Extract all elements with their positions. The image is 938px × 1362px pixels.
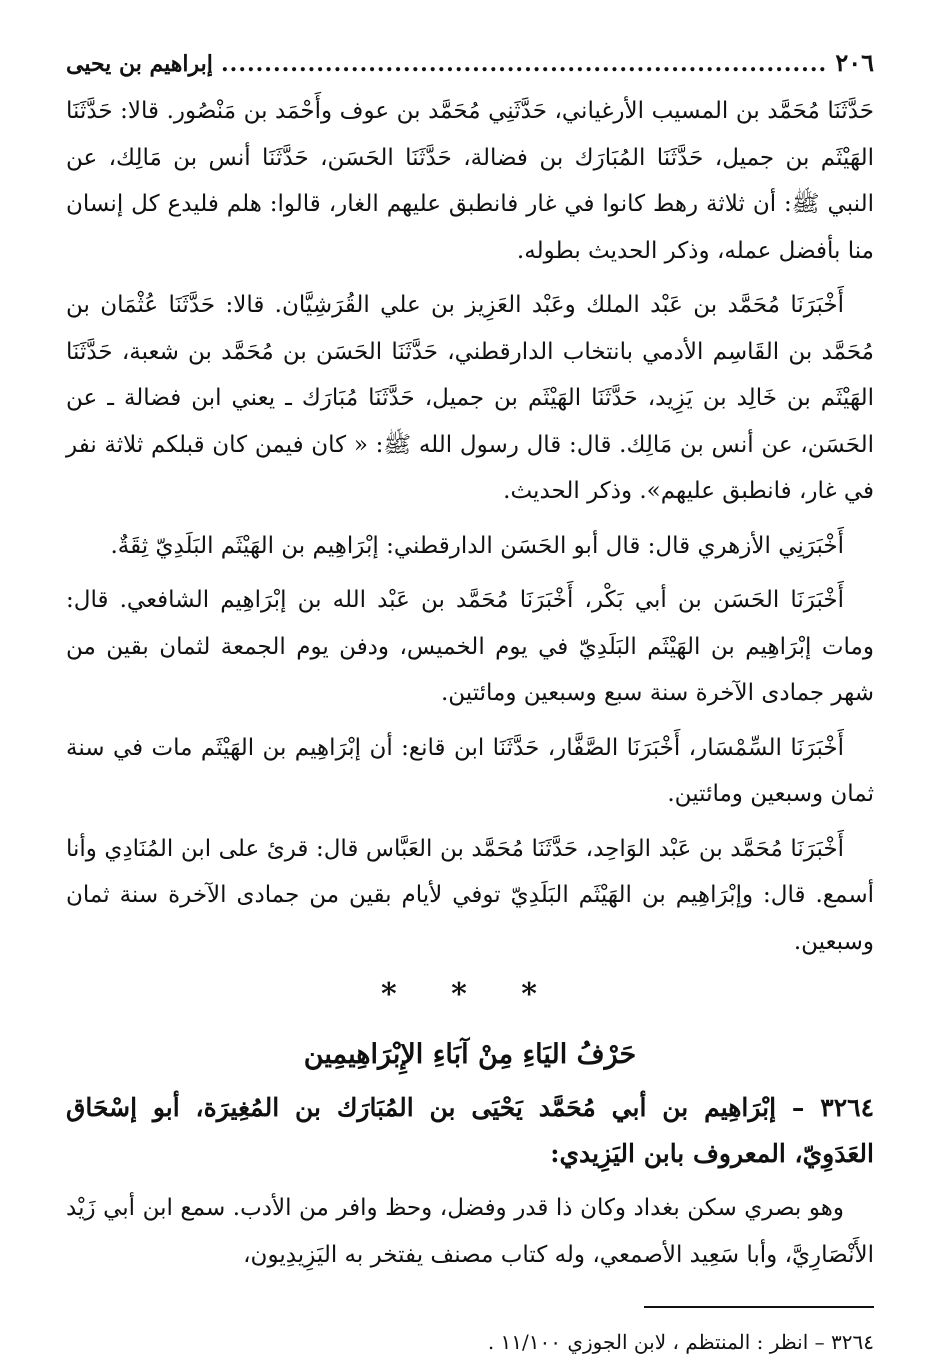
header-title: إبراهيم بن يحيى [66,51,213,77]
book-page [66,48,874,1362]
section-separator: * * * [381,977,559,1012]
running-header [66,48,874,88]
paragraph-4: أَخْبَرَنَا الحَسَن بن أبي بَكْر، أَخْبَرَنَا مُحَمَّد بن عَبْد الله بن إبْرَاهِيم الشافعي. قال: ومات إبْرَاهِيم بن الهَيْثَم البَلَدِيّ في يوم الخميس، ودفن يوم الجمعة لثمان بقين من شهر جمادى الآخرة سنة سبع وسبعين ومائتين. [66,587,874,706]
footnote-divider [644,1306,874,1308]
paragraph-3: أَخْبَرَنِي الأزهري قال: قال أبو الحَسَن الدارقطني: إبْرَاهِيم بن الهَيْثَم البَلَدِيّ ثِقَةٌ. [110,532,844,559]
paragraph-gap [66,515,874,523]
paragraph-gap [66,717,874,725]
paragraph-gap [66,274,874,282]
paragraph-2: أَخْبَرَنَا مُحَمَّد بن عَبْد الملك وعَبْد العَزِيز بن علي القُرَشِيَّان. قالا: حَدَّثَنَا عُثْمَان بن مُحَمَّد بن القَاسِم الأدمي بانتخاب الدارقطني، حَدَّثَنَا الحَسَن بن مُحَمَّد بن شعبة، حَدَّثَنَا الهَيْثَم بن خَالِد بن يَزِيد، حَدَّثَنَا الهَيْثَم بن جميل، حَدَّثَنَا مُبَارَك ـ يعني ابن فضالة ـ عن الحَسَن، عن أنس بن مَالِك. قال: قال رسول الله ﷺ: « كان فيمن كان قبلكم ثلاثة نفر في غار، فانطبق عليهم». وذكر الحديث. [66,292,874,504]
paragraph-gap [66,818,874,826]
page-number: ٢٠٦ [835,48,874,77]
footnote: ٣٢٦٤ – انظر : المنتظم ، لابن الجوزي ١١/١٠٠ . [487,1330,874,1354]
section-title: حَرْفُ اليَاءِ مِنْ آبَاءِ الإِبْرَاهِيمِين [303,1039,637,1070]
paragraph-6: أَخْبَرَنَا مُحَمَّد بن عَبْد الوَاحِد، حَدَّثَنَا مُحَمَّد بن العَبَّاس قال: قرئ على ابن المُنَادِي وأنا أسمع. قال: وإبْرَاهِيم بن الهَيْثَم البَلَدِيّ توفي لأيام بقين من جمادى الآخرة سنة ثمان وسبعين. [66,835,874,955]
header-leader-dots: ...................................................................... [221,51,828,77]
entry-body: وهو بصري سكن بغداد وكان ذا قدر وفضل، وحظ وافر من الأدب. سمع ابن أبي زَيْد الأَنْصَارِيَّ، وأبا سَعِيد الأصمعي، وله كتاب مصنف يفتخر به اليَزِيدِيون، [66,1195,874,1268]
entry-heading: ٣٢٦٤ – إبْرَاهِيم بن أبي مُحَمَّد يَحْيَى بن المُبَارَك بن المُغِيرَة، أبو إسْحَاق العَدَوِيّ، المعروف بابن اليَزِيدي: [66,1093,874,1168]
paragraph-gap [66,569,874,577]
paragraph-gap [66,1177,874,1185]
paragraph-5: أَخْبَرَنَا السِّمْسَار، أَخْبَرَنَا الصَّفَّار، حَدَّثَنَا ابن قانع: أن إبْرَاهِيم بن الهَيْثَم مات في سنة ثمان وسبعين ومائتين. [66,734,874,807]
paragraph-1: حَدَّثَنَا مُحَمَّد بن المسيب الأرغياني، حَدَّثَنِي مُحَمَّد بن عوف وأَحْمَد بن مَنْصُور. قالا: حَدَّثَنَا الهَيْثَم بن جميل، حَدَّثَنَا المُبَارَك بن فضالة، حَدَّثَنَا الحَسَن، حَدَّثَنَا أنس بن مَالِك، عن النبي ﷺ: أن ثلاثة رهط كانوا في غار فانطبق عليهم الغار، قالوا: هلم فليدع كل إنسان منا بأفضل عمله، وذكر الحديث بطوله. [66,98,874,264]
